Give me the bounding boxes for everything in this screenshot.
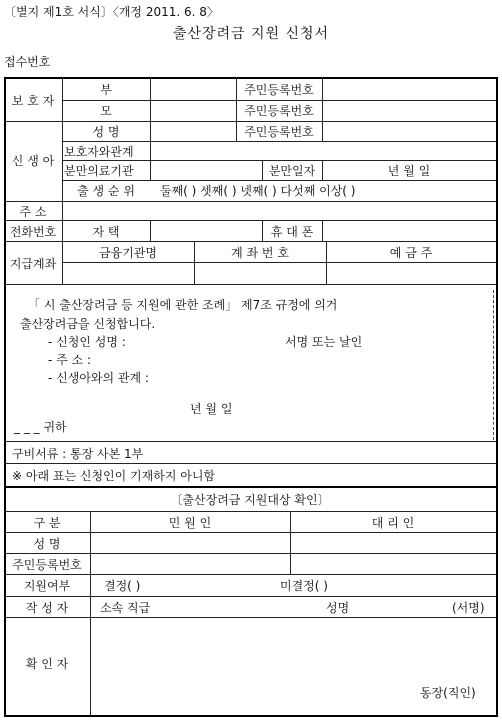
confirm-name-label: 성 명 bbox=[33, 537, 61, 551]
chief-seal-label: 동장(직인) bbox=[420, 686, 476, 700]
relation-to-newborn-label: - 신생아와의 관계 : bbox=[48, 371, 149, 385]
writer-name-label: 성명 bbox=[326, 601, 350, 615]
addressee: _ _ _ 귀하 bbox=[14, 420, 67, 434]
newborn-rrn-label: 주민등록번호 bbox=[244, 125, 314, 139]
account-number-label: 계 좌 번 호 bbox=[231, 246, 289, 260]
guardian-label: 보 호 자 bbox=[11, 94, 55, 108]
agent-column: 대 리 인 bbox=[371, 516, 415, 530]
mother-label: 모 bbox=[100, 104, 112, 118]
notice-text: ※ 아래 표는 신청인이 기재하지 아니함 bbox=[12, 469, 216, 483]
mother-rrn-label: 주민등록번호 bbox=[244, 104, 314, 118]
ordinance-text: 「 시 출산장려금 등 지원에 관한 조례」 제7조 규정에 의거 bbox=[28, 298, 338, 312]
address-field[interactable] bbox=[63, 202, 495, 219]
father-name-field[interactable] bbox=[151, 80, 235, 99]
required-documents: 구비서류 : 통장 사본 1부 bbox=[12, 447, 144, 461]
page-title: 출산장려금 지원 신청서 bbox=[172, 26, 330, 42]
phone-label: 전화번호 bbox=[9, 225, 57, 239]
receipt-number-label: 접수번호 bbox=[4, 55, 51, 69]
undecided-option[interactable]: 미결정( ) bbox=[280, 579, 328, 593]
father-rrn-label: 주민등록번호 bbox=[244, 83, 314, 97]
relation-label: 보호자와관계 bbox=[64, 145, 134, 159]
father-rrn-field[interactable] bbox=[323, 80, 495, 99]
decided-option[interactable]: 결정( ) bbox=[104, 579, 141, 593]
home-phone-label: 자 택 bbox=[92, 225, 120, 239]
birth-order-label: 출 생 순 위 bbox=[77, 184, 135, 198]
applicant-address-label: - 주 소 : bbox=[48, 353, 92, 367]
address-label: 주 소 bbox=[19, 205, 47, 219]
newborn-label: 신 생 아 bbox=[11, 154, 55, 168]
form-number: 〔별지 제1호 서식〕〈개정 2011. 6. 8〉 bbox=[4, 5, 219, 19]
account-holder-label: 예 금 주 bbox=[389, 246, 433, 260]
birthdate-field[interactable]: 년 월 일 bbox=[387, 164, 431, 178]
hospital-label: 분만의료기관 bbox=[64, 164, 134, 178]
confirm-title: 〔출산장려금 지원대상 확인〕 bbox=[170, 493, 330, 507]
writer-label: 작 성 자 bbox=[25, 601, 69, 615]
confirm-rrn-label: 주민등록번호 bbox=[12, 558, 82, 572]
mother-name-field[interactable] bbox=[151, 101, 235, 120]
applicant-column: 민 원 인 bbox=[168, 516, 212, 530]
applicant-name-label: - 신청인 성명 : bbox=[48, 335, 126, 349]
birth-order-options[interactable]: 둘째( ) 셋째( ) 넷째( ) 다섯째 이상( ) bbox=[160, 184, 356, 198]
mother-rrn-field[interactable] bbox=[323, 101, 495, 120]
signature-label: 서명 또는 날인 bbox=[285, 335, 363, 349]
writer-signature-label: (서명) bbox=[452, 601, 485, 615]
account-label: 지급계좌 bbox=[9, 257, 57, 271]
father-label: 부 bbox=[100, 83, 112, 97]
confirmer-label: 확 인 자 bbox=[25, 657, 69, 671]
declaration-date: 년 월 일 bbox=[190, 402, 233, 416]
support-status-label: 지원여부 bbox=[23, 579, 71, 593]
dept-rank-label: 소속 직급 bbox=[100, 601, 151, 615]
mobile-label: 휴 대 폰 bbox=[270, 225, 314, 239]
birthdate-label: 분만일자 bbox=[268, 164, 316, 178]
bank-label: 금융기관명 bbox=[99, 246, 157, 260]
application-text: 출산장려금을 신청합니다. bbox=[20, 317, 156, 331]
newborn-name-label: 성 명 bbox=[92, 125, 120, 139]
division-label: 구 분 bbox=[33, 516, 61, 530]
